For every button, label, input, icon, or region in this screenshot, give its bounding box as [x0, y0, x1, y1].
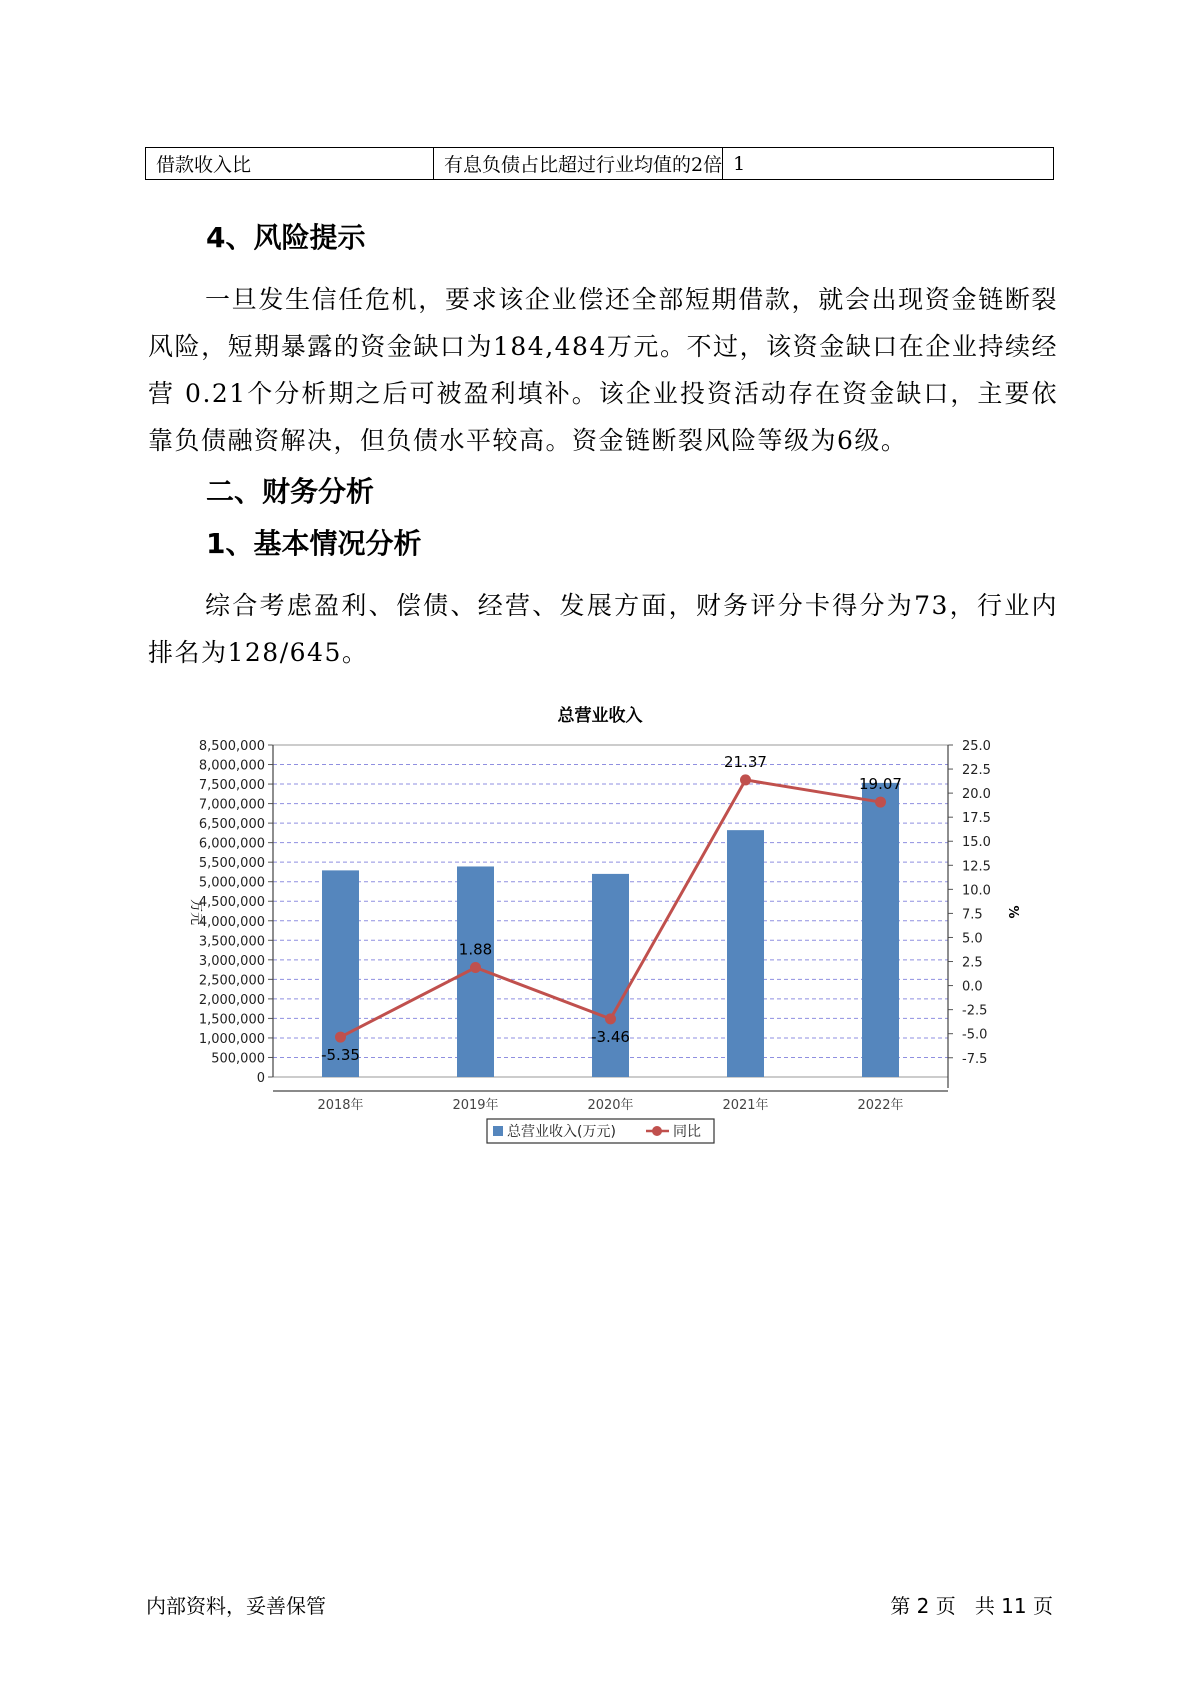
condition-cell: 有息负债占比超过行业均值的2倍: [434, 148, 723, 180]
yoy-data-label: -5.35: [321, 1046, 360, 1065]
y-tick-label: 5,000,000: [198, 875, 265, 891]
y2-tick-label: 5.0: [962, 931, 983, 947]
legend-line-marker: [652, 1126, 662, 1136]
y-tick-label: 7,500,000: [198, 778, 265, 794]
y2-axis-label: %: [1005, 905, 1020, 919]
y2-tick-label: 20.0: [962, 787, 991, 803]
x-tick-label: 2021年: [722, 1098, 769, 1113]
x-tick-label: 2019年: [452, 1098, 499, 1113]
footer-confidential: 内部资料，妥善保管: [146, 1594, 326, 1618]
risk-heading: 4、风险提示: [206, 221, 366, 254]
y2-tick-label: -2.5: [962, 1003, 988, 1019]
y2-tick-label: 22.5: [962, 763, 991, 779]
x-tick-label: 2018年: [317, 1098, 364, 1113]
y-tick-label: 7,000,000: [198, 797, 265, 813]
yoy-point: [605, 1013, 616, 1024]
revenue-bar: [727, 830, 764, 1077]
legend-bar-label: 总营业收入(万元): [507, 1124, 616, 1140]
y2-tick-label: 17.5: [962, 811, 991, 827]
indicator-cell: 借款收入比: [146, 148, 434, 180]
y-tick-label: 1,500,000: [198, 1012, 265, 1028]
x-tick-label: 2020年: [587, 1098, 634, 1113]
y-tick-label: 1,000,000: [198, 1031, 265, 1047]
y-tick-label: 500,000: [211, 1051, 265, 1067]
yoy-data-label: -3.46: [591, 1027, 630, 1046]
yoy-point: [875, 797, 886, 808]
y-tick-label: 6,000,000: [198, 836, 265, 852]
yoy-point: [470, 962, 481, 973]
y2-tick-label: 10.0: [962, 883, 991, 899]
y-tick-label: 0: [256, 1071, 265, 1086]
y-tick-label: 4,000,000: [198, 914, 265, 930]
yoy-data-label: 19.07: [859, 775, 902, 794]
basic-heading: 1、基本情况分析: [206, 527, 422, 560]
y-tick-label: 2,000,000: [198, 992, 265, 1008]
y2-tick-label: 7.5: [962, 907, 983, 923]
y2-tick-label: 12.5: [962, 859, 991, 875]
page-number: 第 2 页 共 11 页: [890, 1594, 1053, 1618]
y-tick-label: 5,500,000: [198, 856, 265, 872]
risk-paragraph: 一旦发生信任危机，要求该企业偿还全部短期借款，就会出现资金链断裂风险，短期暴露的资金缺口为184,484万元。不过，该资金缺口在企业持续经营 0.21个分析期之后可被盈利填补。该企业投资活动存在资金缺口，主要依靠负债融资解决，但负债水平较高。资金链断裂风险等级为6级。: [148, 285, 1058, 455]
revenue-bar: [592, 874, 629, 1077]
y-tick-label: 8,500,000: [198, 739, 265, 754]
yoy-data-label: 21.37: [724, 752, 767, 771]
y2-tick-label: 15.0: [962, 835, 991, 851]
revenue-bar: [862, 783, 899, 1077]
y2-tick-label: 0.0: [962, 979, 983, 995]
y-tick-label: 6,500,000: [198, 817, 265, 833]
finance-heading: 二、财务分析: [206, 475, 375, 508]
y-tick-label: 2,500,000: [198, 973, 265, 989]
value-cell: 1: [723, 148, 1054, 180]
yoy-data-label: 1.88: [458, 940, 493, 959]
y-axis-label: 万元: [188, 898, 203, 926]
legend-bar-swatch: [493, 1126, 503, 1136]
y2-tick-label: 25.0: [962, 739, 991, 754]
basic-paragraph: 综合考虑盈利、偿债、经营、发展方面，财务评分卡得分为73，行业内排名为128/645。: [148, 591, 1058, 667]
x-tick-label: 2022年: [857, 1098, 904, 1113]
chart-legend: [487, 1119, 714, 1143]
y-tick-label: 4,500,000: [198, 895, 265, 911]
legend-line-label: 同比: [673, 1124, 701, 1140]
y2-tick-label: 2.5: [962, 955, 983, 971]
y-tick-label: 3,000,000: [198, 953, 265, 969]
y2-tick-label: -5.0: [962, 1027, 988, 1043]
y-tick-label: 3,500,000: [198, 934, 265, 950]
yoy-point: [740, 774, 751, 785]
yoy-point: [335, 1032, 346, 1043]
chart-title: 总营业收入: [557, 706, 643, 726]
y2-tick-label: -7.5: [962, 1051, 988, 1067]
y-tick-label: 8,000,000: [198, 758, 265, 774]
